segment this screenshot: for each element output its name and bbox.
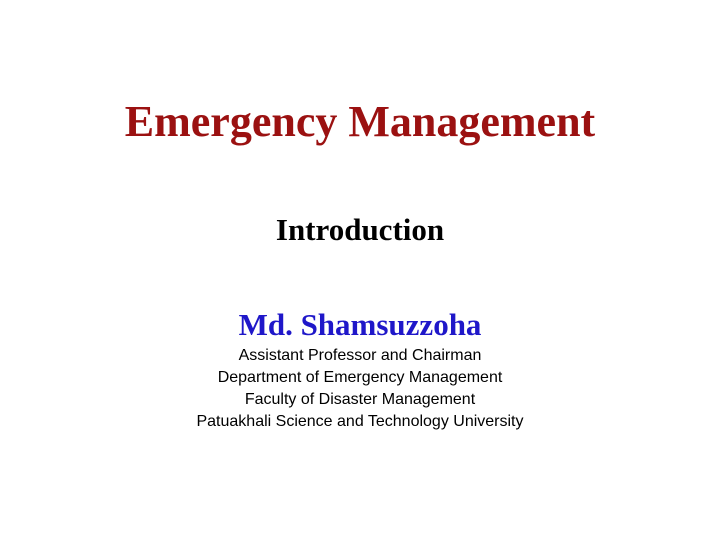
author-position: Assistant Professor and Chairman (238, 347, 482, 364)
slide-title: Emergency Management (124, 97, 596, 146)
author-faculty: Faculty of Disaster Management (244, 391, 476, 408)
author-block (0, 305, 720, 433)
author-department: Department of Emergency Management (217, 369, 503, 386)
slide-subtitle: Introduction (275, 212, 445, 247)
author-university: Patuakhali Science and Technology University (196, 413, 524, 430)
author-name: Md. Shamsuzzoha (238, 307, 482, 342)
